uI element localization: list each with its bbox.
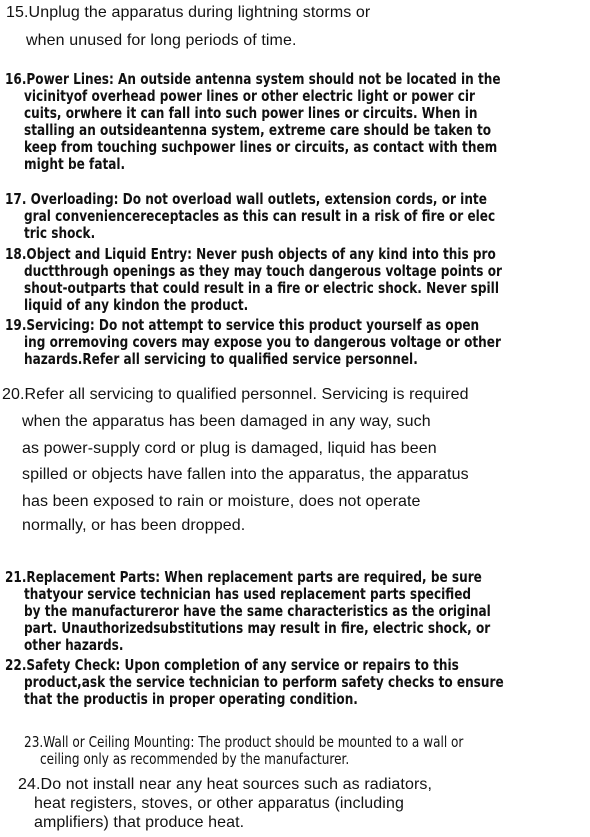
item-21-line-2: thatyour service technician has used replacement parts specified	[24, 585, 472, 603]
item-21-line-5: other hazards.	[24, 636, 124, 654]
item-19-line-3: hazards.Refer all servicing to qualified service personnel.	[24, 350, 418, 368]
item-23-line-1: 23.Wall or Ceiling Mounting: The product should be mounted to a wall or	[24, 733, 464, 751]
item-17-line-1: 17. Overloading: Do not overload wall outlets, extension cords, or inte	[5, 190, 487, 208]
item-22-line-3: that the productis in proper operating condition.	[24, 690, 358, 708]
item-18-line-4: liquid of any kindon the product.	[24, 296, 249, 314]
item-16-line-3: cuits, orwhere it can fall into such power lines or circuits. When in	[24, 104, 478, 122]
item-21-line-1: 21.Replacement Parts: When replacement parts are required, be sure	[5, 568, 482, 586]
item-20-line-1: 20.Refer all servicing to qualified personnel. Servicing is required	[2, 386, 469, 403]
item-20-line-4: spilled or objects have fallen into the apparatus, the apparatus	[22, 466, 469, 483]
item-16-line-6: might be fatal.	[24, 155, 126, 173]
item-17-line-2: gral conveniencereceptacles as this can result in a risk of fire or elec	[24, 207, 496, 225]
item-20-line-6: normally, or has been dropped.	[22, 517, 246, 534]
item-24-line-1: 24.Do not install near any heat sources such as radiators,	[18, 776, 433, 793]
item-16-line-4: stalling an outsideantenna system, extreme care should be taken to	[24, 121, 492, 139]
item-16-line-2: vicinityof overhead power lines or other electric light or power cir	[24, 87, 476, 105]
item-24-line-3: amplifiers) that produce heat.	[34, 814, 245, 831]
item-22-line-1: 22.Safety Check: Upon completion of any service or repairs to this	[5, 656, 459, 674]
item-23-line-2: ceiling only as recommended by the manufacturer.	[40, 750, 350, 768]
item-16-line-1: 16.Power Lines: An outside antenna system should not be located in the	[5, 70, 501, 88]
item-18-line-1: 18.Object and Liquid Entry: Never push objects of any kind into this pro	[5, 245, 496, 263]
item-19-line-2: ing orremoving covers may expose you to dangerous voltage or other	[24, 333, 501, 351]
item-22-line-2: product,ask the service technician to perform safety checks to ensure	[24, 673, 504, 691]
item-16-line-5: keep from touching suchpower lines or circuits, as contact with them	[24, 138, 498, 156]
item-21-line-3: by the manufactureror have the same characteristics as the original	[24, 602, 491, 620]
item-20-line-3: as power-supply cord or plug is damaged, liquid has been	[22, 440, 437, 457]
item-20-line-5: has been exposed to rain or moisture, does not operate	[22, 493, 421, 510]
item-21-line-4: part. Unauthorizedsubstitutions may result in fire, electric shock, or	[24, 619, 491, 637]
item-18-line-2: ductthrough openings as they may touch dangerous voltage points or	[24, 262, 502, 280]
item-24-line-2: heat registers, stoves, or other apparatus (including	[34, 795, 404, 812]
item-15-line-1: 15.Unplug the apparatus during lightning storms or	[6, 4, 371, 21]
item-17-line-3: tric shock.	[24, 224, 96, 242]
item-19-line-1: 19.Servicing: Do not attempt to service this product yourself as open	[5, 316, 480, 334]
item-20-line-2: when the apparatus has been damaged in any way, such	[22, 413, 431, 430]
item-18-line-3: shout-outparts that could result in a fire or electric shock. Never spill	[24, 279, 499, 297]
item-15-line-2: when unused for long periods of time.	[26, 32, 297, 49]
